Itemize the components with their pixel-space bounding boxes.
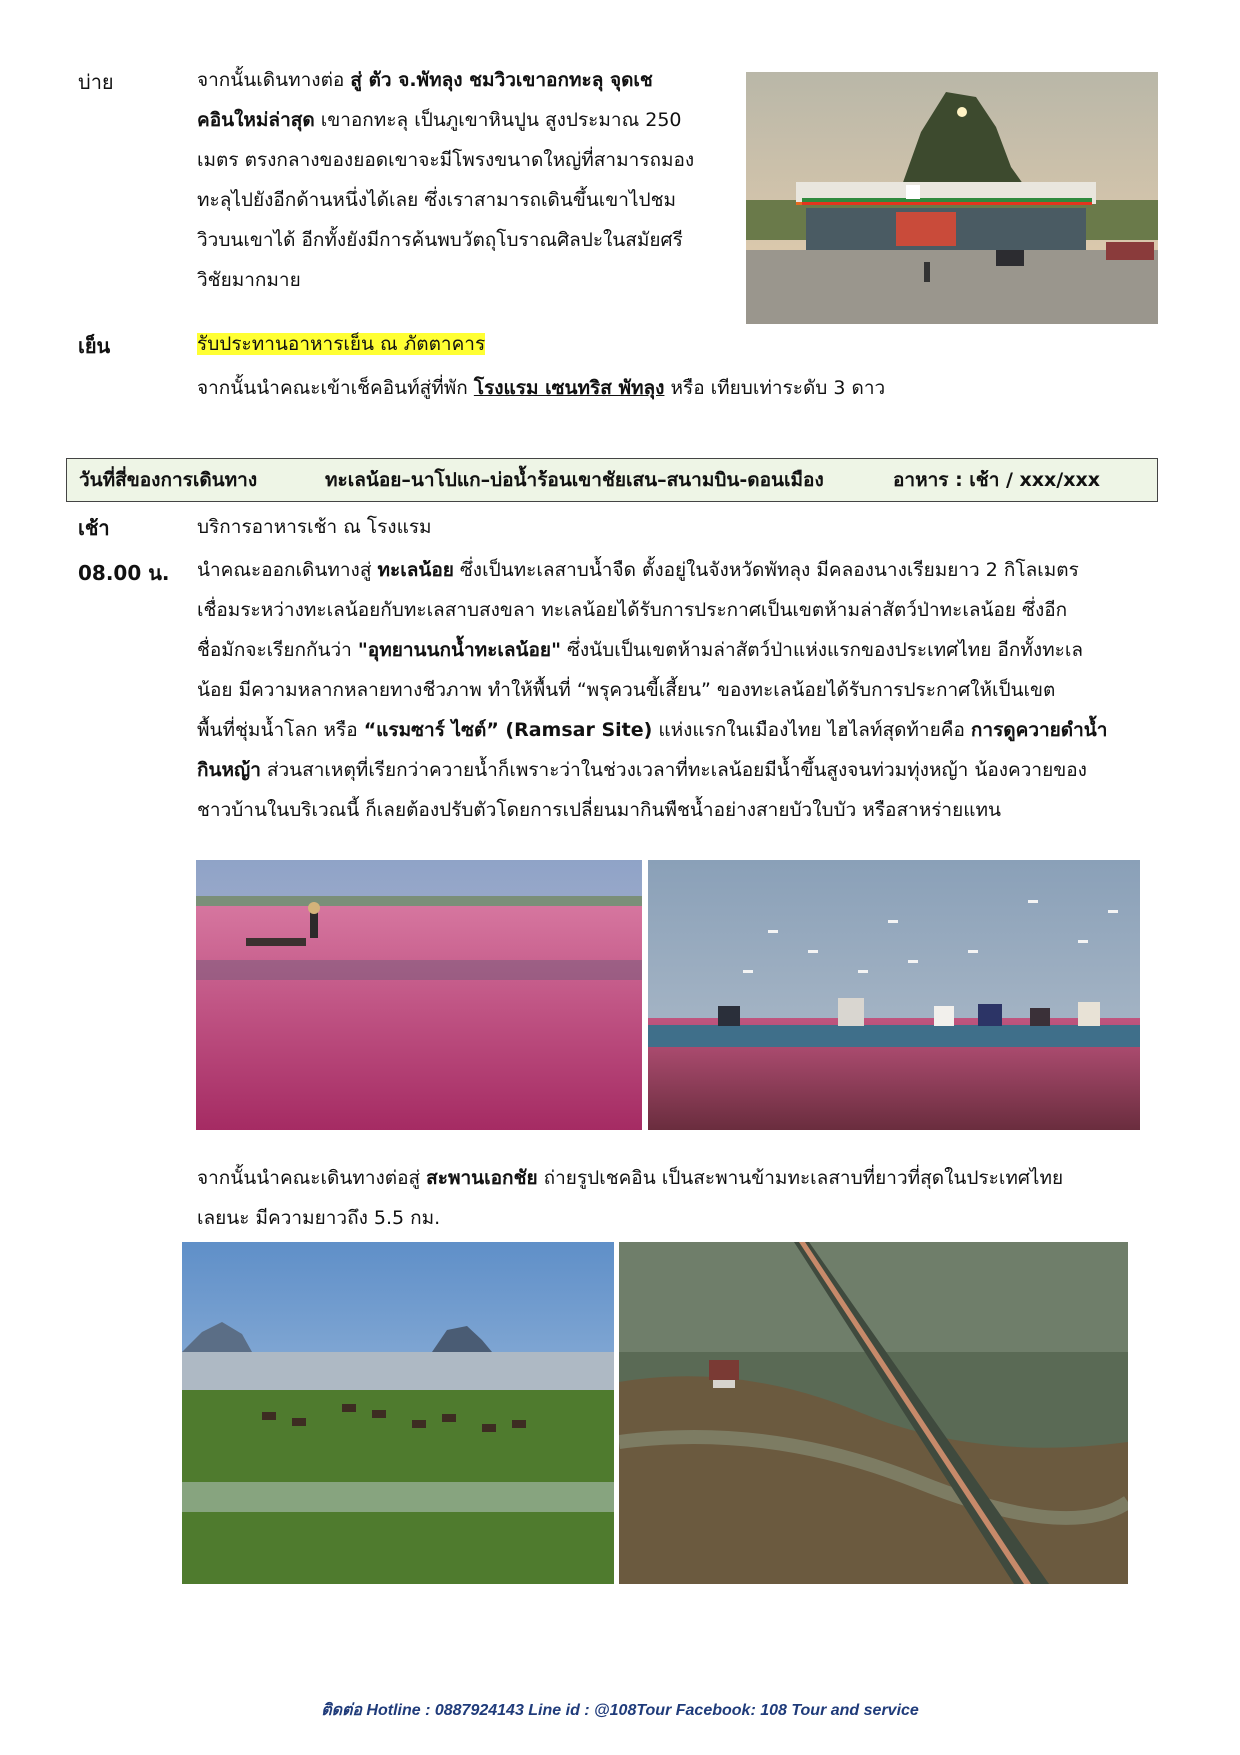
mountain-store-photo (746, 72, 1158, 324)
buffalo-grassland-photo (182, 1242, 614, 1584)
lotus-birds-boat-photo (648, 860, 1140, 1130)
afternoon-line-2: คอินใหม่ล่าสุด เขาอกทะลุ เป็นภูเขาหินปูน สูงประมาณ 250 (197, 109, 682, 131)
morning-text: บริการอาหารเช้า ณ โรงแรม (197, 516, 432, 538)
thale-noi-line-2: เชื่อมระหว่างทะเลน้อยกับทะเลสาบสงขลา ทะเลน้อยได้รับการประกาศเป็นเขตห้ามล่าสัตว์ป่าทะเลน้อย ซึ่งอีก (197, 599, 1068, 621)
bridge-paragraph (197, 1158, 1157, 1238)
label-morning: เช้า (78, 516, 110, 540)
thale-noi-line-5: พื้นที่ชุ่มน้ำโลก หรือ “แรมซาร์ ไซต์” (Ramsar Site) แห่งแรกในเมืองไทย ไฮไลท์สุดท้ายคือ การดูควายดำน้ำ (197, 719, 1108, 741)
thale-noi-line-4: น้อย มีความหลากหลายทางชีวภาพ ทำให้พื้นที่ “พรุควนขี้เสี้ยน” ของทะเลน้อยได้รับการประกาศให้เป็นเขต (197, 679, 1056, 701)
thale-noi-line-1: นำคณะออกเดินทางสู่ ทะเลน้อย ซึ่งเป็นทะเลสาบน้ำจืด ตั้งอยู่ในจังหวัดพัทลุง มีคลองนางเรียมยาว 2 กิโลเมตร (197, 559, 1079, 581)
day4-title: วันที่สี่ของการเดินทาง (79, 469, 258, 491)
thale-noi-line-3: ชื่อมักจะเรียกกันว่า "อุทยานนกน้ำทะเลน้อย" ซึ่งนับเป็นเขตห้ามล่าสัตว์ป่าแห่งแรกของประเทศไทย อีกทั้งทะเล (197, 639, 1084, 661)
dinner-highlight: รับประทานอาหารเย็น ณ ภัตตาคาร (197, 333, 486, 355)
label-evening: เย็น (78, 334, 111, 358)
day4-route: ทะเลน้อย–นาโปแก–บ่อน้ำร้อนเขาชัยเสน–สนามบิน-ดอนเมือง (325, 469, 824, 491)
bridge-line-2: เลยนะ มีความยาวถึง 5.5 กม. (197, 1207, 441, 1229)
day4-header (66, 458, 1158, 502)
dinner-text (197, 329, 485, 359)
afternoon-line-4: ทะลุไปยังอีกด้านหนึ่งได้เลย ซึ่งเราสามารถเดินขึ้นเขาไปชม (197, 189, 676, 211)
footer-contact: ติดต่อ Hotline : 0887924143 Line id : @108Tour Facebook: 108 Tour and service (321, 1702, 919, 1719)
thale-noi-line-6: กินหญ้า ส่วนสาเหตุที่เรียกว่าควายน้ำก็เพราะว่าในช่วงเวลาที่ทะเลน้อยมีน้ำขึ้นสูงจนท่วมทุ่งหญ้า น้องควายของ (197, 759, 1087, 781)
label-0800: 08.00 น. (78, 561, 170, 585)
day4-meals: อาหาร : เช้า / xxx/xxx (893, 469, 1101, 491)
thale-noi-line-7: ชาวบ้านในบริเวณนี้ ก็เลยต้องปรับตัวโดยการเปลี่ยนมากินพืชน้ำอย่างสายบัวใบบัว หรือสาหร่ายแทน (197, 799, 1001, 821)
afternoon-line-5: วิวบนเขาได้ อีกทั้งยังมีการค้นพบวัตถุโบราณศิลปะในสมัยศรี (197, 229, 683, 251)
afternoon-line-6: วิชัยมากมาย (197, 269, 301, 291)
afternoon-line-3: เมตร ตรงกลางของยอดเขาจะมีโพรงขนาดใหญ่ที่สามารถมอง (197, 149, 695, 171)
afternoon-line-1: จากนั้นเดินทางต่อ สู่ ตัว จ.พัทลุง ชมวิวเขาอกทะลุ จุดเช (197, 69, 653, 91)
hotel-line: จากนั้นนำคณะเข้าเช็คอินท์สู่ที่พัก โรงแรม เซนทริส พัทลุง หรือ เทียบเท่าระดับ 3 ดาว (197, 377, 886, 399)
label-afternoon: บ่าย (78, 70, 114, 94)
lotus-boat-photo (196, 860, 642, 1130)
afternoon-paragraph (197, 60, 737, 300)
bridge-line-1: จากนั้นนำคณะเดินทางต่อสู่ สะพานเอกชัย ถ่ายรูปเชคอิน เป็นสะพานข้ามทะเลสาบที่ยาวที่สุดในประเทศไทย (197, 1167, 1064, 1189)
ekachai-bridge-photo (619, 1242, 1128, 1584)
hotel-name: โรงแรม เซนทริส พัทลุง (473, 377, 665, 399)
thale-noi-paragraph (197, 550, 1162, 830)
